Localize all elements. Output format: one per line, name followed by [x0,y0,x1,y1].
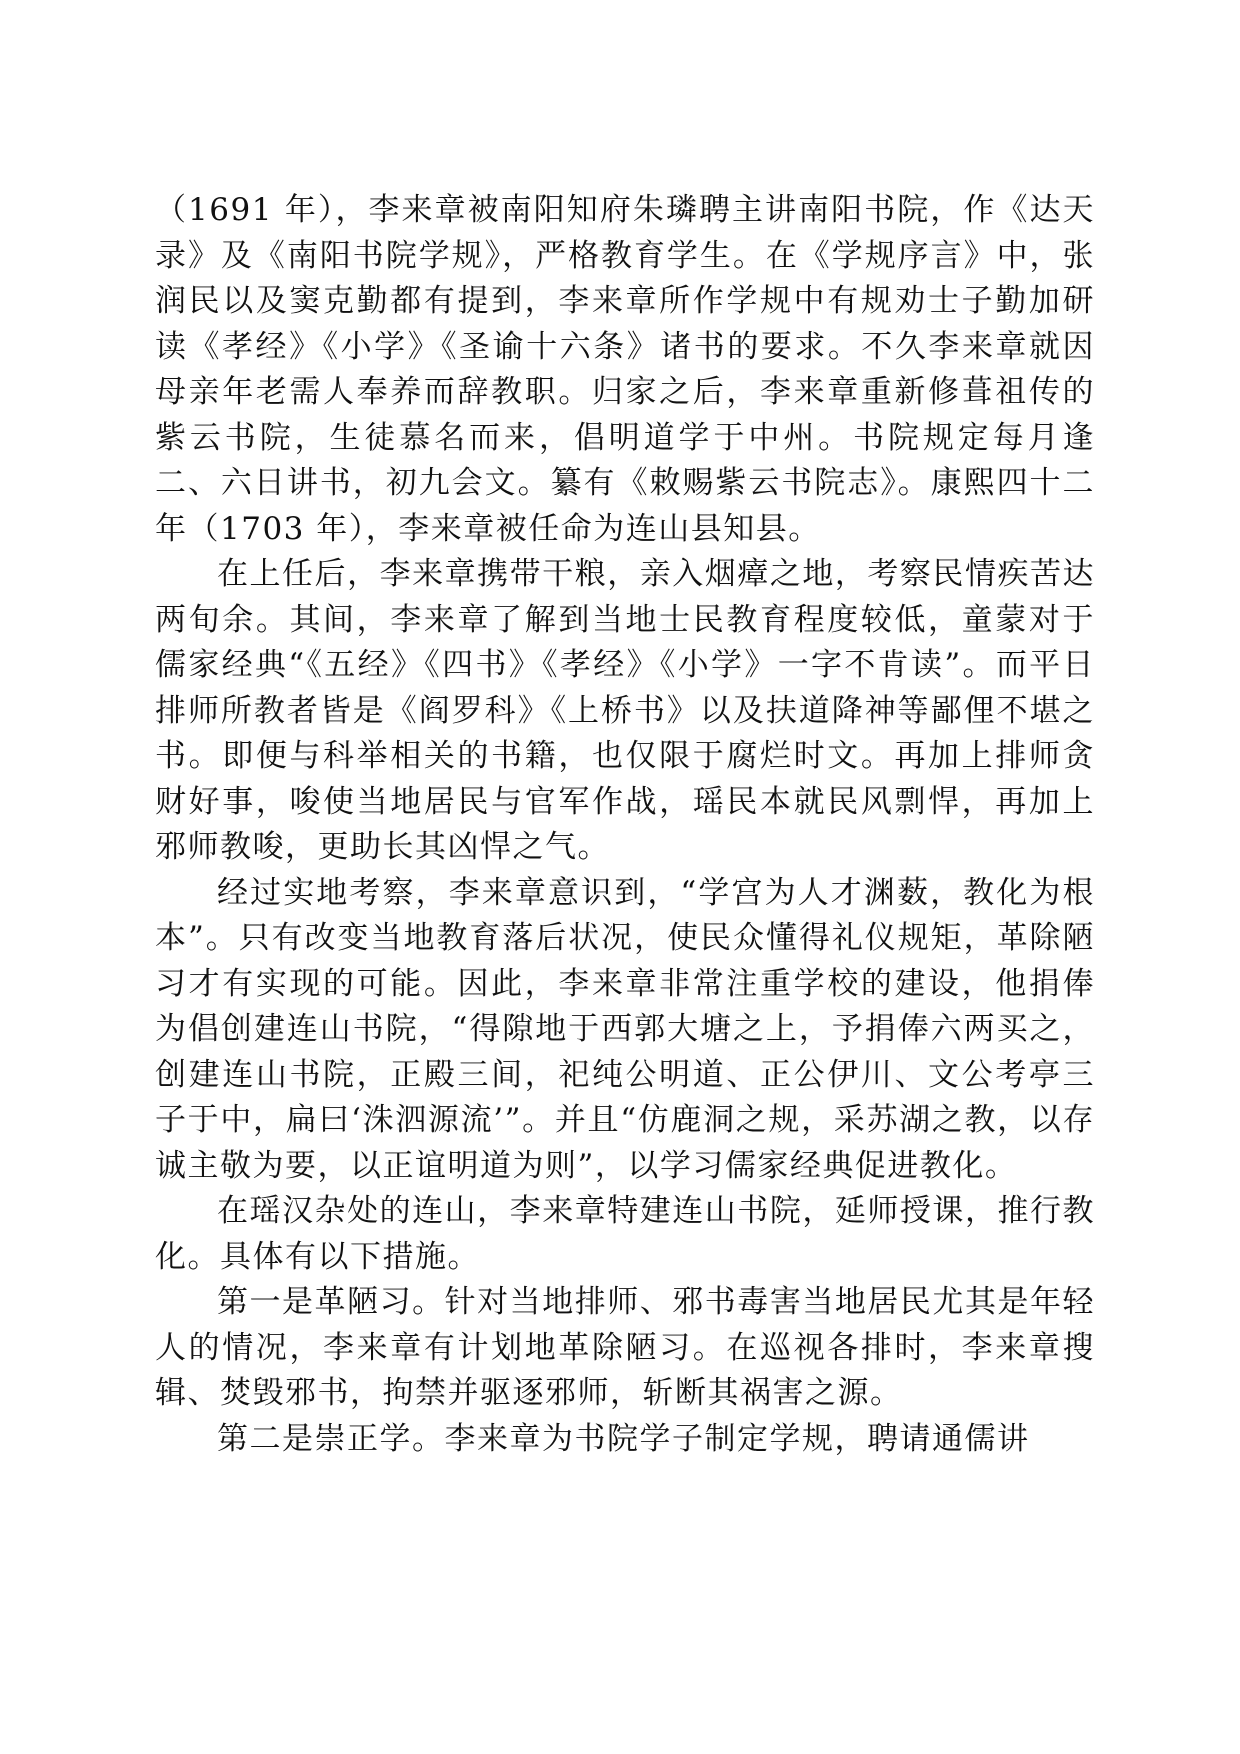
paragraph: 第一是革陋习。针对当地排师、邪书毒害当地居民尤其是年轻人的情况，李来章有计划地革除陋习。在巡视各排时，李来章搜辑、焚毁邪书，拘禁并驱逐邪师，斩断其祸害之源。 [155,1284,1095,1411]
paragraph: 在瑶汉杂处的连山，李来章特建连山书院，延师授课，推行教化。具体有以下措施。 [155,1193,1095,1275]
paragraph: 在上任后，李来章携带干粮，亲入烟瘴之地，考察民情疾苦达两旬余。其间，李来章了解到当地士民教育程度较低，童蒙对于儒家经典“《五经》《四书》《孝经》《小学》一字不肯读”。而平日排师所教者皆是《阎罗科》《上桥书》以及扶道降神等鄙俚不堪之书。即便与科举相关的书籍，也仅限于腐烂时文。再加上排师贪财好事，唆使当地居民与官军作战，瑶民本就民风剽悍，再加上邪师教唆，更助长其凶悍之气。 [155,556,1095,865]
body-text [155,188,1095,1462]
paragraph-continued: （1691 年），李来章被南阳知府朱璘聘主讲南阳书院，作《达天录》及《南阳书院学规》，严格教育学生。在《学规序言》中，张润民以及窦克勤都有提到，李来章所作学规中有规劝士子勤加研读《孝经》《小学》《圣谕十六条》诸书的要求。不久李来章就因母亲年老需人奉养而辞教职。归家之后，李来章重新修葺祖传的紫云书院，生徒慕名而来，倡明道学于中州。书院规定每月逢二、六日讲书，初九会文。纂有《敕赐紫云书院志》。康熙四十二年（1703 年），李来章被任命为连山县知县。 [155,192,1095,547]
paragraph: 经过实地考察，李来章意识到，“学宫为人才渊薮，教化为根本”。只有改变当地教育落后状况，使民众懂得礼仪规矩，革除陋习才有实现的可能。因此，李来章非常注重学校的建设，他捐俸为倡创建连山书院，“得隙地于西郭大塘之上，予捐俸六两买之，创建连山书院，正殿三间，祀纯公明道、正公伊川、文公考亭三子于中，扁曰‘洙泗源流’”。并且“仿鹿洞之规，采苏湖之教，以存诚主敬为要，以正谊明道为则”，以学习儒家经典促进教化。 [155,874,1095,1184]
paragraph-truncated: 第二是崇正学。李来章为书院学子制定学规，聘请通儒讲 [217,1420,1030,1457]
